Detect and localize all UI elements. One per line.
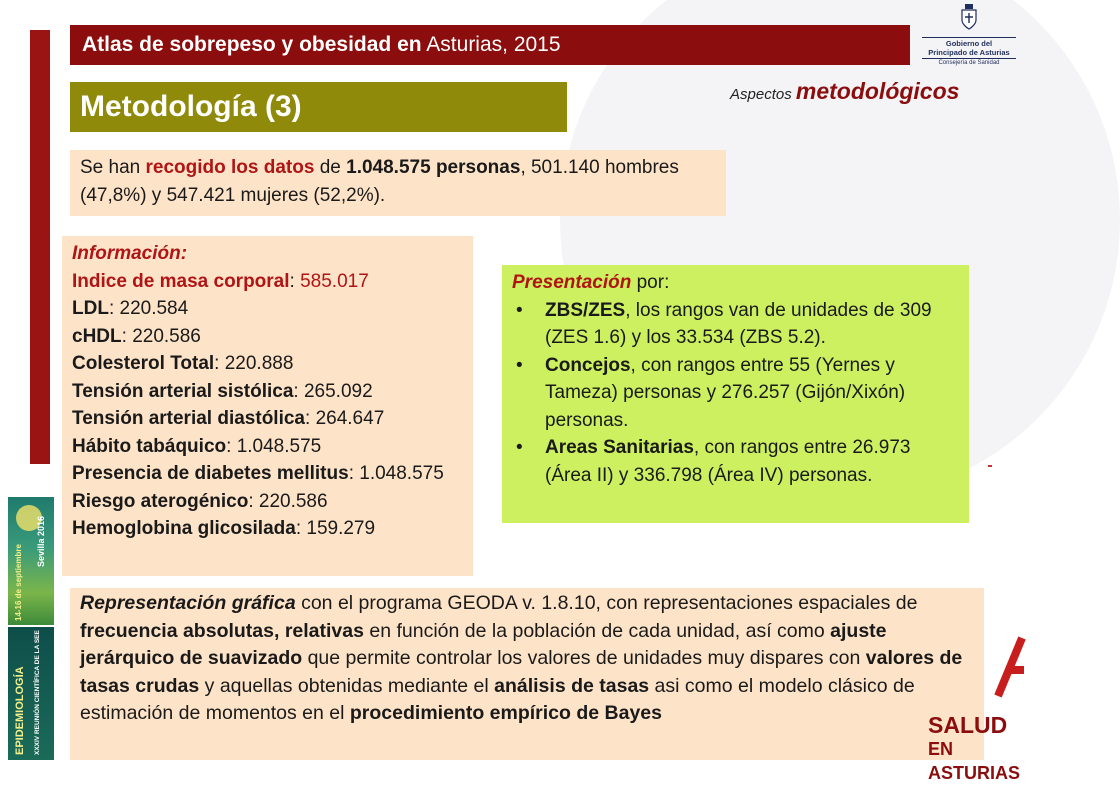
brand-line1: SALUD — [928, 712, 1008, 738]
presentacion-item-bold: ZBS/ZES — [545, 299, 626, 321]
info-item-label: Tensión arterial diastólica — [72, 408, 306, 429]
info-item-label: Riesgo aterogénico — [72, 490, 249, 512]
presentacion-box — [502, 265, 969, 523]
decorative-tick — [988, 465, 992, 467]
info-item: Riesgo aterogénico: 220.586 — [72, 490, 328, 512]
info-item-value: 1.048.575 — [359, 463, 444, 484]
informacion-heading: Información: — [72, 243, 188, 264]
logo-text — [922, 37, 1016, 59]
info-item: Tensión arterial diastólica: 264.647 — [72, 408, 385, 429]
rep-t5: asi como el modelo clásico de estimación de momentos en el — [80, 674, 915, 724]
presentacion-item-text: , los rangos van de unidades de 309 (ZES 1.6) y los 33.534 (ZBS 5.2). — [545, 299, 932, 348]
informacion-list — [72, 268, 463, 543]
rep-t2: en función de la población de cada unidad, así como — [363, 619, 831, 642]
aspectos-label — [730, 78, 959, 105]
info-item-value: 220.586 — [258, 490, 328, 512]
presentacion-item-text: , con rangos entre 26.973 (Área II) y 336.798 (Área IV) personas. — [545, 437, 911, 486]
rep-b3: valores de tasas crudas — [80, 647, 963, 697]
info-item-label: Hemoglobina glicosilada — [72, 518, 296, 539]
info-item-label: Indice de masa corporal — [72, 270, 290, 292]
datos-box — [70, 150, 726, 216]
info-item-value: 1.048.575 — [236, 435, 322, 457]
info-item-value: 159.279 — [306, 518, 376, 539]
brand-line2: EN ASTURIAS — [928, 739, 1021, 783]
info-item: LDL: 220.584 — [72, 298, 189, 319]
header-title-rest: Asturias, 2015 — [426, 33, 561, 56]
rep-b5: procedimiento empírico de Bayes — [349, 702, 662, 724]
bullet-icon: • — [516, 437, 523, 458]
rep-t1: con el programa GEODA v. 1.8.10, con representaciones espaciales de — [295, 592, 918, 614]
info-item: Indice de masa corporal: 585.017 — [72, 270, 369, 292]
info-item: Hemoglobina glicosilada: 159.279 — [72, 518, 376, 539]
section-title: Metodología (3) — [70, 82, 567, 132]
datos-rest: , 501.140 hombres (47,8%) y 547.421 mujeres (52,2%). — [80, 157, 679, 206]
rep-t3: que permite controlar los valores de unidades muy dispares con — [302, 647, 866, 669]
bullet-icon: • — [516, 299, 523, 321]
info-item-label: Colesterol Total — [72, 353, 215, 374]
salud-logo-icon — [988, 630, 1024, 700]
presentacion-heading: Presentación — [512, 272, 632, 293]
info-item-label: Hábito tabáquico — [72, 435, 227, 457]
info-item-label: Presencia de diabetes mellitus — [72, 463, 349, 484]
poster-title: EPIDEMIOLOGÍA — [14, 666, 26, 755]
presentacion-item-text: , con rangos entre 55 (Yernes y Tameza) personas y 276.257 (Gijón/Xixón) personas. — [545, 354, 906, 431]
presentacion-item — [512, 297, 959, 352]
info-item: Colesterol Total: 220.888 — [72, 353, 294, 374]
poster-dates: 14-16 de septiembre — [14, 544, 23, 621]
presentacion-item — [512, 434, 959, 489]
crest-icon — [959, 4, 979, 30]
logo-line1: Gobierno del — [945, 39, 993, 48]
conference-poster-bottom — [8, 627, 54, 760]
datos-mid: de — [319, 157, 341, 178]
info-item-value: 585.017 — [300, 270, 369, 292]
logo-line2: Principado de Asturias — [928, 48, 1010, 57]
bullet-icon: • — [516, 354, 523, 376]
rep-b4: análisis de tasas — [494, 674, 650, 697]
rep-b1: frecuencia absolutas, relativas — [80, 619, 364, 642]
informacion-box — [62, 236, 473, 576]
logo-line3: Consejería de Sanidad — [938, 60, 1000, 66]
presentacion-heading-line — [512, 269, 959, 297]
presentacion-item — [512, 352, 959, 435]
poster-sub: XXXIV REUNIÓN CIENTÍFICA DE LA SEE — [34, 630, 41, 755]
rep-lead: Representación gráfica — [80, 592, 296, 614]
aspectos-small: Aspectos — [730, 86, 792, 103]
presentacion-item-bold: Areas Sanitarias — [545, 437, 694, 458]
info-item-value: 265.092 — [303, 380, 373, 402]
header-title — [70, 25, 910, 65]
presentacion-list — [512, 297, 959, 490]
info-item-value: 220.584 — [119, 298, 189, 319]
gobierno-logo — [922, 4, 1016, 64]
conference-poster-top — [8, 497, 54, 625]
rep-t4: y aquellas obtenidas mediante el — [199, 674, 495, 697]
representacion-box — [70, 588, 984, 760]
aspectos-big: metodológicos — [795, 78, 960, 104]
presentacion-heading-rest: por: — [631, 272, 670, 293]
info-item-value: 220.586 — [132, 325, 201, 347]
salud-brand — [928, 713, 1024, 785]
presentacion-item-bold: Concejos — [545, 354, 631, 376]
left-accent-bar — [30, 30, 50, 464]
info-item-label: Tensión arterial sistólica — [72, 380, 294, 402]
info-item: Presencia de diabetes mellitus: 1.048.575 — [72, 463, 444, 484]
rep-b2: ajuste jerárquico de suavizado — [80, 619, 887, 669]
info-item-label: LDL — [72, 298, 109, 319]
poster-top-text: Sevilla 2016 — [36, 515, 46, 567]
header-title-bold: Atlas de sobrepeso y obesidad en — [82, 33, 422, 56]
info-item-value: 220.888 — [224, 353, 294, 374]
info-item: Hábito tabáquico: 1.048.575 — [72, 435, 322, 457]
info-item-value: 264.647 — [315, 408, 385, 429]
info-item: cHDL: 220.586 — [72, 325, 201, 347]
info-item-label: cHDL — [72, 325, 122, 347]
datos-highlight: recogido los datos — [145, 157, 315, 178]
info-item: Tensión arterial sistólica: 265.092 — [72, 380, 373, 402]
datos-pre: Se han — [80, 157, 141, 178]
datos-total: 1.048.575 personas — [346, 157, 521, 178]
